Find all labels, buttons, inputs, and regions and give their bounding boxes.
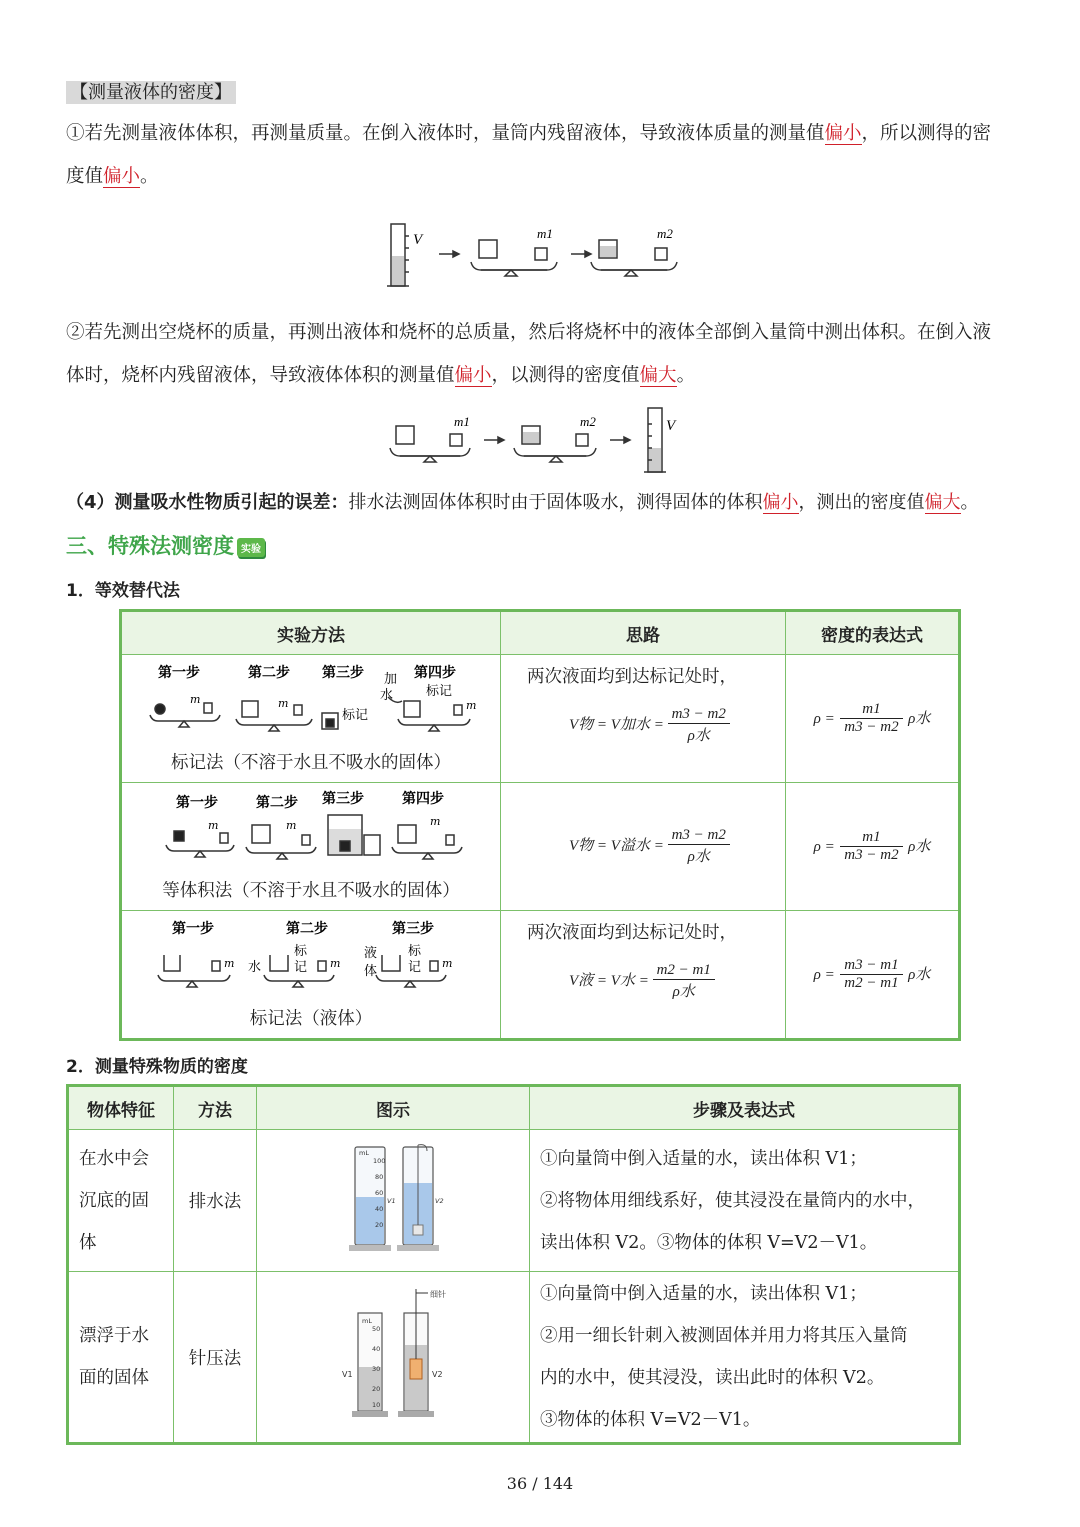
paragraph-2 [66, 311, 1026, 397]
svg-text:第二步: 第二步 [256, 795, 298, 811]
svg-text:V2: V2 [432, 1369, 443, 1379]
p1-text-c: 度值 [66, 166, 104, 187]
svg-text:第一步: 第一步 [172, 921, 214, 937]
svg-text:标记: 标记 [426, 684, 453, 699]
subsection-1-title: 1．等效替代法 [66, 581, 180, 601]
svg-text:40: 40 [375, 1205, 384, 1213]
feature-cell: 漂浮于水 面的固体 [68, 1272, 174, 1444]
fig2-label-m2: m2 [580, 414, 596, 429]
fig1-label-m2: m2 [657, 226, 673, 241]
fig1-label-v: V [413, 232, 423, 248]
idea-formula: V物 = V加水 = $\frac{m3 - m2}{\text{ρ水}}$ [527, 706, 775, 745]
equal-volume-figure [126, 789, 496, 875]
svg-text:mL: mL [359, 1149, 369, 1157]
special-substance-table [66, 1084, 961, 1445]
svg-text:m: m [330, 957, 341, 970]
svg-text:第四步: 第四步 [402, 791, 444, 807]
p4-text-d: 。 [960, 492, 979, 513]
method-cell [121, 783, 501, 911]
p2-text-c: ，以测得的密度值 [491, 365, 640, 386]
svg-text:记: 记 [408, 960, 422, 975]
table1-header-method: 实验方法 [121, 611, 501, 655]
p2-text-b: 体时，烧杯内残留液体，导致液体体积的测量值 [66, 365, 455, 386]
svg-text:第三步: 第三步 [322, 791, 364, 807]
subsection-2-title: 2．测量特殊物质的密度 [66, 1057, 248, 1077]
method-caption: 标记法（液体） [249, 1009, 373, 1029]
method-caption: 等体积法（不溶于水且不吸水的固体） [162, 881, 460, 901]
figure-liquid-second [388, 404, 688, 476]
table2-header-figure: 图示 [257, 1086, 530, 1130]
equivalent-substitution-table [119, 609, 961, 1041]
method-caption: 标记法（不溶于水且不吸水的固体） [171, 753, 451, 773]
displacement-cylinders-figure [333, 1141, 453, 1255]
table-row [121, 655, 960, 783]
needle-press-cylinders-figure [328, 1287, 458, 1423]
paragraph-1 [66, 112, 1026, 198]
svg-text:10: 10 [372, 1400, 381, 1409]
svg-text:标: 标 [408, 944, 422, 959]
svg-text:m: m [442, 957, 453, 970]
fig2-label-m1: m1 [454, 414, 470, 429]
idea-text: 两次液面均到达标记处时， [527, 667, 737, 687]
fig2-label-v: V [666, 418, 676, 434]
method-cell [121, 911, 501, 1040]
section-3-title: 三、特殊法测密度 实验 [66, 530, 265, 560]
svg-text:第四步: 第四步 [414, 665, 456, 681]
density-expression-cell: ρ = $\frac{m1}{m3 - m2}$ ρ水 [786, 655, 960, 783]
figure-cell [257, 1130, 530, 1272]
table2-header-row [68, 1086, 960, 1130]
table2-header-steps: 步骤及表达式 [530, 1086, 960, 1130]
svg-text:细针: 细针 [430, 1289, 446, 1299]
table-row [68, 1130, 960, 1272]
p4-answer-2: 偏大 [924, 492, 961, 513]
svg-text:水: 水 [380, 688, 394, 703]
paragraph-4 [66, 489, 1046, 517]
experiment-badge: 实验 [237, 538, 265, 557]
idea-formula: V液 = V水 = $\frac{m2 - m1}{\text{ρ水}}$ [527, 962, 775, 1001]
svg-text:标: 标 [294, 944, 308, 959]
svg-text:60: 60 [375, 1189, 384, 1197]
svg-text:记: 记 [294, 960, 308, 975]
idea-cell [501, 783, 786, 911]
p1-text-a: ①若先测量液体体积，再测量质量。在倒入液体时，量筒内残留液体，导致液体质量的测量值 [66, 123, 825, 144]
svg-text:mL: mL [362, 1316, 372, 1325]
p4-answer-1: 偏小 [762, 492, 799, 513]
p4-text-b: 排水法测固体体积时由于固体吸水，测得固体的体积 [348, 492, 763, 513]
feature-cell: 在水中会 沉底的固 体 [68, 1130, 174, 1272]
svg-text:20: 20 [375, 1221, 384, 1229]
marking-method-solid-figure [126, 661, 496, 747]
svg-text:第一步: 第一步 [176, 795, 218, 811]
idea-formula: V物 = V溢水 = $\frac{m3 - m2}{\text{ρ水}}$ [527, 827, 775, 866]
p1-answer-1: 偏小 [824, 123, 862, 144]
idea-text: 两次液面均到达标记处时， [527, 923, 737, 943]
figure-liquid-first [385, 216, 685, 290]
p2-answer-1: 偏小 [454, 365, 492, 386]
table-row [68, 1272, 960, 1444]
svg-text:m: m [208, 819, 219, 832]
svg-text:加: 加 [384, 672, 398, 687]
p1-answer-2: 偏小 [103, 166, 141, 187]
method-cell: 针压法 [174, 1272, 257, 1444]
svg-text:标记: 标记 [342, 708, 369, 723]
svg-text:V1: V1 [387, 1197, 396, 1205]
idea-cell [501, 911, 786, 1040]
svg-text:V1: V1 [342, 1369, 353, 1379]
p4-label: （4）测量吸水性物质引起的误差： [66, 492, 349, 513]
svg-text:80: 80 [375, 1173, 384, 1181]
svg-text:第三步: 第三步 [322, 665, 364, 681]
table-row [121, 911, 960, 1040]
liquid-density-heading: 【测量液体的密度】 [66, 78, 236, 104]
p2-text-a: ②若先测出空烧杯的质量，再测出液体和烧杯的总质量，然后将烧杯中的液体全部倒入量筒中测出体积。在倒入液 [66, 322, 992, 343]
svg-text:第三步: 第三步 [392, 921, 434, 937]
beaker-icon [479, 240, 497, 258]
svg-text:40: 40 [372, 1344, 381, 1353]
figure-cell [257, 1272, 530, 1444]
table1-header-idea: 思路 [501, 611, 786, 655]
p2-answer-2: 偏大 [639, 365, 677, 386]
table-row [121, 783, 960, 911]
method-cell: 排水法 [174, 1130, 257, 1272]
svg-text:m: m [278, 697, 289, 710]
svg-text:100: 100 [373, 1157, 386, 1165]
svg-text:m: m [466, 699, 477, 712]
svg-text:m: m [286, 819, 297, 832]
svg-text:体: 体 [364, 964, 378, 979]
svg-text:50: 50 [372, 1324, 381, 1333]
svg-text:第二步: 第二步 [286, 921, 328, 937]
svg-text:水: 水 [248, 960, 262, 975]
table1-header-row [121, 611, 960, 655]
table2-header-feature: 物体特征 [68, 1086, 174, 1130]
p2-text-d: 。 [676, 365, 696, 386]
p1-text-b: ，所以测得的密 [861, 123, 992, 144]
svg-text:第二步: 第二步 [248, 665, 290, 681]
density-expression-cell: ρ = $\frac{m1}{m3 - m2}$ ρ水 [786, 783, 960, 911]
svg-text:20: 20 [372, 1384, 381, 1393]
p4-text-c: ，测出的密度值 [798, 492, 925, 513]
density-expression-cell: ρ = $\frac{m3 - m1}{m2 - m1}$ ρ水 [786, 911, 960, 1040]
marking-method-liquid-figure [126, 917, 496, 1003]
svg-text:V2: V2 [435, 1197, 444, 1205]
table1-header-expression: 密度的表达式 [786, 611, 960, 655]
page-number: 36 / 144 [506, 1474, 574, 1493]
svg-text:m: m [224, 957, 235, 970]
svg-text:液: 液 [364, 946, 378, 961]
idea-cell [501, 655, 786, 783]
svg-text:m: m [190, 693, 201, 706]
weight-icon [535, 248, 547, 260]
fig1-label-m1: m1 [537, 226, 553, 241]
svg-text:30: 30 [372, 1364, 381, 1373]
p1-text-d: 。 [140, 166, 159, 187]
svg-text:第一步: 第一步 [158, 665, 200, 681]
table2-header-method: 方法 [174, 1086, 257, 1130]
steps-cell: ①向量筒中倒入适量的水，读出体积 V1； ②用一细长针刺入被测固体并用力将其压入量筒 内的水中，使其浸没，读出此时的体积 V2。 ③物体的体积 V=V2－V1。 [530, 1272, 960, 1444]
svg-text:m: m [430, 815, 441, 828]
method-cell [121, 655, 501, 783]
steps-cell: ①向量筒中倒入适量的水，读出体积 V1； ②将物体用细线系好，使其浸没在量筒内的水中， 读出体积 V2。③物体的体积 V=V2－V1。 [530, 1130, 960, 1272]
